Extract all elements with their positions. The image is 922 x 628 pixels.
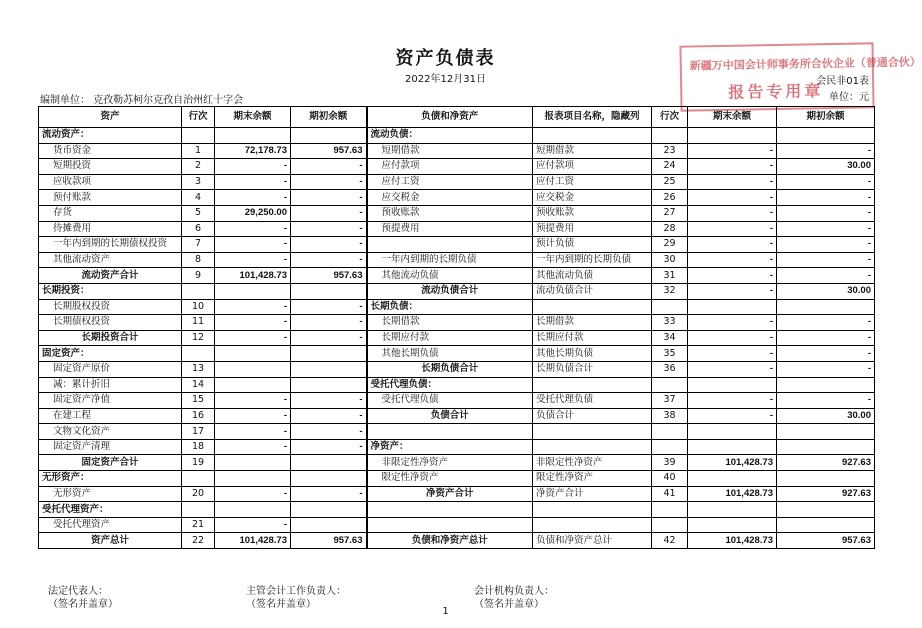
liability-begin-balance: - (777, 361, 875, 377)
liability-line-no: 36 (652, 361, 688, 377)
report-title: 资产负债表 (395, 48, 496, 69)
liability-cell (367, 517, 533, 533)
asset-begin-balance: 957.63 (291, 268, 367, 284)
asset-begin-balance (291, 455, 367, 471)
report-item-cell: 预计负债 (533, 237, 652, 253)
asset-begin-balance: - (291, 159, 367, 175)
table-row (39, 237, 875, 253)
currency-unit: 单位：元 (829, 92, 869, 103)
liability-end-balance: - (688, 268, 777, 284)
report-item-cell: 受托代理负债 (533, 393, 652, 409)
compiler-label: 编制单位： (40, 95, 90, 106)
asset-begin-balance (291, 361, 367, 377)
liability-begin-balance (777, 517, 875, 533)
liability-end-balance (688, 517, 777, 533)
liability-begin-balance: 957.63 (777, 533, 875, 549)
asset-end-balance (215, 502, 291, 518)
report-item-cell: 预收账款 (533, 205, 652, 221)
liability-end-balance: - (688, 190, 777, 206)
asset-begin-balance (291, 128, 367, 144)
report-item-cell: 其他流动负债 (533, 268, 652, 284)
report-item-cell: 短期借款 (533, 143, 652, 159)
table-header-row (39, 107, 875, 128)
table-row (39, 455, 875, 471)
table-row (39, 221, 875, 237)
liability-line-no: 39 (652, 455, 688, 471)
liability-line-no: 40 (652, 471, 688, 487)
col-line-no: 行次 (182, 107, 215, 128)
asset-cell: 固定资产合计 (39, 455, 182, 471)
table-row (39, 128, 875, 144)
asset-end-balance: 101,428.73 (215, 533, 291, 549)
liability-cell: 一年内到期的长期负债 (367, 252, 533, 268)
asset-cell: 存货 (39, 205, 182, 221)
asset-end-balance: 72,178.73 (215, 143, 291, 159)
asset-end-balance: - (215, 517, 291, 533)
asset-line-no: 18 (182, 439, 215, 455)
asset-cell: 在建工程 (39, 408, 182, 424)
asset-cell: 货币资金 (39, 143, 182, 159)
liability-begin-balance: - (777, 205, 875, 221)
audit-seal (679, 42, 921, 111)
liability-begin-balance (777, 502, 875, 518)
col-liability: 负债和净资产 (367, 107, 533, 128)
col-report-item: 报表项目名称，隐藏列 (533, 107, 652, 128)
liability-line-no: 26 (652, 190, 688, 206)
asset-end-balance: - (215, 439, 291, 455)
asset-line-no: 20 (182, 486, 215, 502)
report-item-cell (533, 128, 652, 144)
report-item-cell: 非限定性净资产 (533, 455, 652, 471)
asset-begin-balance: - (291, 330, 367, 346)
asset-begin-balance: - (291, 408, 367, 424)
asset-begin-balance: - (291, 439, 367, 455)
asset-end-balance: - (215, 315, 291, 331)
asset-line-no: 16 (182, 408, 215, 424)
liability-cell: 预提费用 (367, 221, 533, 237)
accounting-head-note: （签名并盖章） (246, 599, 316, 610)
liability-line-no: 32 (652, 283, 688, 299)
report-item-cell: 负债和净资产总计 (533, 533, 652, 549)
liability-line-no: 29 (652, 237, 688, 253)
liability-line-no (652, 377, 688, 393)
asset-end-balance: - (215, 393, 291, 409)
liability-cell: 应付款项 (367, 159, 533, 175)
col-begin-balance: 期初余额 (291, 107, 367, 128)
asset-begin-balance (291, 377, 367, 393)
asset-cell: 固定资产清理 (39, 439, 182, 455)
report-item-cell (533, 377, 652, 393)
liability-begin-balance: - (777, 346, 875, 362)
asset-line-no: 17 (182, 424, 215, 440)
liability-begin-balance (777, 471, 875, 487)
report-item-cell (533, 517, 652, 533)
liability-cell: 其他长期负债 (367, 346, 533, 362)
asset-line-no: 12 (182, 330, 215, 346)
col-end-balance-right: 期末余额 (688, 107, 777, 128)
dept-head-note: （签名并盖章） (474, 599, 544, 610)
liability-line-no: 37 (652, 393, 688, 409)
table-row (39, 268, 875, 284)
compiler-info (40, 91, 243, 106)
liability-begin-balance (777, 439, 875, 455)
table-row (39, 361, 875, 377)
liability-cell: 流动负债合计 (367, 283, 533, 299)
asset-line-no: 3 (182, 174, 215, 190)
liability-end-balance (688, 424, 777, 440)
dept-head-label: 会计机构负责人： (474, 586, 554, 597)
asset-cell: 应收款项 (39, 174, 182, 190)
asset-end-balance: - (215, 237, 291, 253)
liability-cell: 限定性净资产 (367, 471, 533, 487)
report-date: 2022年12月31日 (405, 74, 486, 85)
asset-cell: 其他流动资产 (39, 252, 182, 268)
table-row (39, 377, 875, 393)
liability-line-no: 41 (652, 486, 688, 502)
asset-cell: 长期股权投资 (39, 299, 182, 315)
liability-line-no: 38 (652, 408, 688, 424)
table-row (39, 486, 875, 502)
liability-end-balance: - (688, 315, 777, 331)
liability-begin-balance: - (777, 268, 875, 284)
liability-end-balance: - (688, 237, 777, 253)
asset-begin-balance: - (291, 424, 367, 440)
report-item-cell: 一年内到期的长期负债 (533, 252, 652, 268)
liability-line-no (652, 424, 688, 440)
asset-line-no: 5 (182, 205, 215, 221)
asset-cell: 长期债权投资 (39, 315, 182, 331)
asset-begin-balance: - (291, 486, 367, 502)
asset-line-no (182, 471, 215, 487)
asset-end-balance: - (215, 221, 291, 237)
liability-cell: 受托代理负债： (367, 377, 533, 393)
table-row (39, 346, 875, 362)
balance-sheet-table (38, 106, 875, 549)
liability-cell (367, 424, 533, 440)
asset-end-balance (215, 455, 291, 471)
table-row (39, 517, 875, 533)
liability-begin-balance: - (777, 252, 875, 268)
liability-line-no: 25 (652, 174, 688, 190)
liability-line-no (652, 299, 688, 315)
asset-line-no: 11 (182, 315, 215, 331)
liability-begin-balance: - (777, 393, 875, 409)
asset-cell: 减：累计折旧 (39, 377, 182, 393)
report-item-cell: 负债合计 (533, 408, 652, 424)
report-item-cell (533, 299, 652, 315)
asset-line-no: 8 (182, 252, 215, 268)
table-row (39, 393, 875, 409)
col-begin-balance-right: 期初余额 (777, 107, 875, 128)
liability-end-balance (688, 502, 777, 518)
legal-rep-label: 法定代表人： (48, 586, 108, 597)
report-item-cell: 长期负债合计 (533, 361, 652, 377)
liability-end-balance (688, 299, 777, 315)
asset-line-no: 22 (182, 533, 215, 549)
report-item-cell: 限定性净资产 (533, 471, 652, 487)
report-item-cell (533, 439, 652, 455)
liability-begin-balance: - (777, 190, 875, 206)
liability-line-no: 28 (652, 221, 688, 237)
asset-end-balance (215, 471, 291, 487)
asset-begin-balance: - (291, 174, 367, 190)
liability-end-balance: - (688, 174, 777, 190)
asset-line-no (182, 502, 215, 518)
liability-begin-balance (777, 424, 875, 440)
table-row (39, 502, 875, 518)
liability-line-no (652, 128, 688, 144)
report-item-cell: 净资产合计 (533, 486, 652, 502)
asset-begin-balance: - (291, 205, 367, 221)
liability-end-balance: - (688, 408, 777, 424)
liability-line-no: 42 (652, 533, 688, 549)
report-item-cell: 应付工资 (533, 174, 652, 190)
liability-line-no (652, 517, 688, 533)
asset-cell: 一年内到期的长期债权投资 (39, 237, 182, 253)
asset-cell: 资产总计 (39, 533, 182, 549)
report-item-cell: 应交税金 (533, 190, 652, 206)
asset-cell: 固定资产： (39, 346, 182, 362)
liability-line-no (652, 439, 688, 455)
asset-cell: 长期投资合计 (39, 330, 182, 346)
asset-end-balance: - (215, 486, 291, 502)
report-item-cell: 预提费用 (533, 221, 652, 237)
liability-end-balance (688, 377, 777, 393)
asset-cell: 待摊费用 (39, 221, 182, 237)
asset-end-balance: - (215, 190, 291, 206)
asset-begin-balance: - (291, 299, 367, 315)
liability-end-balance (688, 128, 777, 144)
asset-line-no: 9 (182, 268, 215, 284)
compiler-name: 克孜勒苏柯尔克孜自治州红十字会 (93, 95, 244, 106)
asset-line-no: 14 (182, 377, 215, 393)
table-row (39, 439, 875, 455)
liability-begin-balance: 30.00 (777, 159, 875, 175)
table-row (39, 190, 875, 206)
liability-cell: 长期借款 (367, 315, 533, 331)
liability-end-balance: 101,428.73 (688, 455, 777, 471)
liability-cell (367, 502, 533, 518)
liability-cell: 净资产： (367, 439, 533, 455)
liability-cell: 负债合计 (367, 408, 533, 424)
liability-end-balance: - (688, 346, 777, 362)
liability-begin-balance: - (777, 237, 875, 253)
table-row (39, 159, 875, 175)
asset-line-no (182, 283, 215, 299)
liability-begin-balance: 927.63 (777, 455, 875, 471)
asset-line-no (182, 346, 215, 362)
asset-end-balance: 101,428.73 (215, 268, 291, 284)
asset-end-balance (215, 283, 291, 299)
table-row (39, 315, 875, 331)
table-row (39, 174, 875, 190)
liability-end-balance: - (688, 159, 777, 175)
liability-end-balance: 101,428.73 (688, 486, 777, 502)
asset-end-balance: - (215, 159, 291, 175)
table-row (39, 424, 875, 440)
asset-end-balance: - (215, 408, 291, 424)
asset-line-no: 7 (182, 237, 215, 253)
asset-begin-balance: - (291, 252, 367, 268)
liability-line-no: 34 (652, 330, 688, 346)
liability-end-balance: - (688, 205, 777, 221)
liability-end-balance: - (688, 221, 777, 237)
liability-end-balance: - (688, 361, 777, 377)
asset-cell: 无形资产： (39, 471, 182, 487)
asset-cell: 流动资产： (39, 128, 182, 144)
liability-end-balance (688, 439, 777, 455)
asset-line-no: 2 (182, 159, 215, 175)
asset-end-balance: - (215, 174, 291, 190)
liability-begin-balance: - (777, 330, 875, 346)
asset-cell: 受托代理资产 (39, 517, 182, 533)
report-item-cell (533, 502, 652, 518)
liability-cell: 非限定性净资产 (367, 455, 533, 471)
asset-cell: 受托代理资产： (39, 502, 182, 518)
liability-cell: 长期负债： (367, 299, 533, 315)
asset-end-balance (215, 377, 291, 393)
asset-begin-balance (291, 346, 367, 362)
asset-begin-balance: - (291, 221, 367, 237)
asset-line-no: 21 (182, 517, 215, 533)
liability-end-balance (688, 471, 777, 487)
asset-cell: 长期投资： (39, 283, 182, 299)
liability-cell: 应交税金 (367, 190, 533, 206)
table-row (39, 283, 875, 299)
asset-begin-balance: - (291, 393, 367, 409)
liability-cell: 短期借款 (367, 143, 533, 159)
asset-end-balance: - (215, 330, 291, 346)
asset-cell: 固定资产原价 (39, 361, 182, 377)
liability-line-no (652, 502, 688, 518)
asset-cell: 预付账款 (39, 190, 182, 206)
liability-cell: 长期应付款 (367, 330, 533, 346)
col-line-no-right: 行次 (652, 107, 688, 128)
liability-cell: 流动负债： (367, 128, 533, 144)
asset-line-no: 6 (182, 221, 215, 237)
seal-purpose: 报告专用章 (728, 81, 824, 102)
asset-begin-balance (291, 471, 367, 487)
table-row (39, 330, 875, 346)
legal-rep-note: （签名并盖章） (48, 599, 118, 610)
liability-begin-balance: 927.63 (777, 486, 875, 502)
asset-cell: 无形资产 (39, 486, 182, 502)
report-item-cell: 其他长期负债 (533, 346, 652, 362)
asset-line-no: 10 (182, 299, 215, 315)
asset-line-no: 4 (182, 190, 215, 206)
asset-end-balance: 29,250.00 (215, 205, 291, 221)
liability-end-balance: - (688, 143, 777, 159)
report-item-cell: 长期应付款 (533, 330, 652, 346)
liability-end-balance: - (688, 252, 777, 268)
asset-cell: 流动资产合计 (39, 268, 182, 284)
liability-begin-balance: - (777, 315, 875, 331)
liability-end-balance: - (688, 330, 777, 346)
liability-line-no: 35 (652, 346, 688, 362)
liability-begin-balance: - (777, 143, 875, 159)
liability-end-balance: - (688, 283, 777, 299)
asset-line-no: 1 (182, 143, 215, 159)
accounting-head-label: 主管会计工作负责人： (246, 586, 346, 597)
asset-cell: 固定资产净值 (39, 393, 182, 409)
asset-cell: 文物文化资产 (39, 424, 182, 440)
table-row (39, 299, 875, 315)
liability-end-balance: 101,428.73 (688, 533, 777, 549)
report-item-cell: 流动负债合计 (533, 283, 652, 299)
asset-begin-balance: 957.63 (291, 143, 367, 159)
asset-begin-balance: 957.63 (291, 533, 367, 549)
asset-line-no (182, 128, 215, 144)
asset-begin-balance (291, 502, 367, 518)
page-number: 1 (442, 606, 449, 617)
asset-end-balance (215, 128, 291, 144)
asset-end-balance: - (215, 424, 291, 440)
liability-cell: 受托代理负债 (367, 393, 533, 409)
asset-line-no: 19 (182, 455, 215, 471)
liability-begin-balance: 30.00 (777, 408, 875, 424)
asset-end-balance (215, 346, 291, 362)
liability-begin-balance (777, 128, 875, 144)
report-item-cell (533, 424, 652, 440)
liability-line-no: 31 (652, 268, 688, 284)
asset-end-balance: - (215, 299, 291, 315)
liability-line-no: 27 (652, 205, 688, 221)
asset-begin-balance (291, 283, 367, 299)
asset-cell: 短期投资 (39, 159, 182, 175)
liability-cell: 净资产合计 (367, 486, 533, 502)
report-item-cell: 应付款项 (533, 159, 652, 175)
liability-line-no: 23 (652, 143, 688, 159)
table-row (39, 533, 875, 549)
asset-line-no: 13 (182, 361, 215, 377)
report-item-cell: 长期借款 (533, 315, 652, 331)
liability-begin-balance (777, 299, 875, 315)
table-row (39, 205, 875, 221)
liability-begin-balance: 30.00 (777, 283, 875, 299)
asset-begin-balance: - (291, 237, 367, 253)
liability-cell (367, 237, 533, 253)
table-row (39, 143, 875, 159)
liability-begin-balance: - (777, 221, 875, 237)
liability-end-balance: - (688, 393, 777, 409)
liability-cell: 预收账款 (367, 205, 533, 221)
liability-cell: 应付工资 (367, 174, 533, 190)
asset-end-balance: - (215, 252, 291, 268)
table-row (39, 471, 875, 487)
liability-line-no: 33 (652, 315, 688, 331)
liability-begin-balance: - (777, 174, 875, 190)
liability-begin-balance (777, 377, 875, 393)
table-row (39, 252, 875, 268)
asset-begin-balance: - (291, 190, 367, 206)
table-row (39, 408, 875, 424)
asset-begin-balance (291, 517, 367, 533)
asset-begin-balance: - (291, 315, 367, 331)
form-number: 会民非01表 (816, 76, 869, 87)
liability-cell: 其他流动负债 (367, 268, 533, 284)
liability-cell: 负债和净资产总计 (367, 533, 533, 549)
col-end-balance: 期末余额 (215, 107, 291, 128)
liability-cell: 长期负债合计 (367, 361, 533, 377)
asset-end-balance (215, 361, 291, 377)
asset-line-no: 15 (182, 393, 215, 409)
col-asset: 资产 (39, 107, 182, 128)
seal-firm-name: 新疆万中国会计师事务所合伙企业（普通合伙） (689, 55, 921, 73)
liability-line-no: 30 (652, 252, 688, 268)
liability-line-no: 24 (652, 159, 688, 175)
